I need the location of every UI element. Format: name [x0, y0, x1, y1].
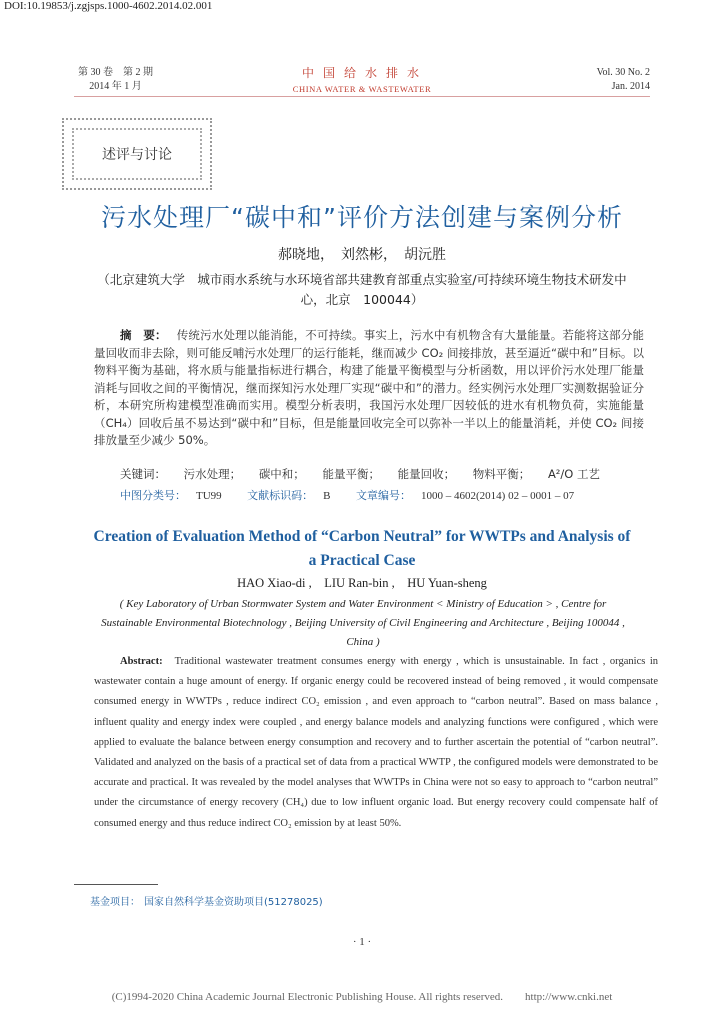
issue-date-en: Jan. 2014: [611, 81, 650, 92]
keyword: 污水处理；: [183, 467, 242, 481]
keywords: [120, 466, 614, 482]
journal-name: [240, 64, 484, 94]
section-stamp: [62, 118, 212, 190]
keywords-label: 关键词：: [120, 467, 166, 481]
clc-value: TU99: [196, 490, 222, 502]
abstract-cn: [94, 327, 644, 450]
funding-text: 国家自然科学基金资助项目(51278025): [144, 897, 323, 908]
journal-volume-info: [78, 66, 153, 94]
classification-info: [120, 487, 596, 503]
article-number-value: 1000 – 4602(2014) 02 – 0001 – 07: [421, 490, 575, 502]
journal-name-en: CHINA WATER & WASTEWATER: [292, 84, 432, 94]
abstract-cn-label: 摘 要：: [120, 328, 167, 342]
affiliation-cn: （北京建筑大学 城市雨水系统与水环境省部共建教育部重点实验室/可持续环境生物技术研发中心，北京 100044）: [97, 272, 627, 307]
funding-note: [90, 893, 323, 908]
keyword: 能量回收；: [397, 467, 456, 481]
keyword: A²/O 工艺: [547, 467, 600, 481]
issue-date: 2014 年 1 月: [89, 81, 142, 92]
abstract-en-text: Traditional wastewater treatment consumes energy with energy , which is unsustainable. In fact , organics in wastewater contain a huge amount of energy. If organic energy could be recovered instead of being removed , it would compensate consumed energy in WWTPs , reduce indirect CO₂ emission , and even approach to “carbon neutral”. Based on mass balance , influent quality and energy index were coupled , and energy balance models and analyzing functions were configured , which were applied to evaluate the balance between energy consumption and recovery and to further ascertain the potential of “carbon neutral”. Validated and analyzed on the basis of a practical set of data from a practical WWTP , the configured models were demonstrated to be accurate and practical. It was revealed by the model analyses that WWTPs in China were not so easy to approach to “carbon neutral” under the circumstance of energy recovery (CH₄) due to low influent organic load. But energy recovery could compensate half of consumed energy and thus reduce indirect CO₂ emission by at least 50%.: [94, 656, 658, 829]
header-divider: [74, 96, 650, 97]
doc-code-value: B: [323, 490, 331, 502]
affiliation-en: ( Key Laboratory of Urban Stormwater System and Water Environment < Ministry of Education > , Centre for Sustainable Environmental Biotechnology , Beijing University of Civil Engineering and Architecture , Beijing 100044 , China ): [101, 598, 625, 648]
keyword: 能量平衡；: [322, 467, 380, 481]
clc-label: 中图分类号：: [120, 489, 186, 502]
page-number: · 1 ·: [352, 936, 372, 948]
article-title-en: Creation of Evaluation Method of “Carbon Neutral” for WWTPs and Analysis of a Practical Case: [93, 528, 631, 569]
volume-issue: 第 30 卷 第 2 期: [78, 67, 153, 78]
doc-code-label: 文献标识码：: [247, 489, 314, 502]
authors-en: HAO Xiao-di , LIU Ran-bin , HU Yuan-sheng: [237, 576, 487, 590]
volume-issue-en: Vol. 30 No. 2: [596, 67, 650, 78]
section-stamp-label: 述评与讨论: [72, 128, 202, 180]
article-title-cn: 污水处理厂“碳中和”评价方法创建与案例分析: [101, 203, 623, 232]
article-number-label: 文章编号：: [356, 489, 412, 502]
abstract-en: [94, 652, 658, 834]
abstract-cn-text: 传统污水处理以能消能，不可持续。事实上，污水中有机物含有大量能量。若能将这部分能量回收而非去除，则可能反哺污水处理厂的运行能耗，继而减少 CO₂ 间接排放，甚至逼近“碳中和”目标。以物料平衡为基础，将水质与能量指标进行耦合，构建了能量平衡模型与分析函数，用以评价污水处理厂能量消耗与回收之间的平衡情况，继而探知污水处理厂实现“碳中和”的潜力。经实例污水处理厂实测数据验证分析，本研究所构建模型准确而实用。模型分析表明，我国污水处理厂因较低的进水有机物负荷，实施能量（CH₄）回收后虽不易达到“碳中和”目标，但是能量回收完全可以弥补一半以上的能量消耗，并使 CO₂ 间接排放量至少减少 50%。: [94, 328, 645, 447]
journal-name-cn: 中 国 给 水 排 水: [301, 66, 422, 80]
footnote-divider: [74, 884, 158, 885]
doi-line: DOI:10.19853/j.zgjsps.1000-4602.2014.02.001: [4, 0, 213, 12]
abstract-en-label: Abstract:: [120, 656, 163, 667]
funding-label: 基金项目：: [90, 897, 140, 908]
copyright-notice: (C)1994-2020 China Academic Journal Electronic Publishing House. All rights reserved. http://www.cnki.net: [111, 991, 613, 1003]
authors-cn: 郝晓地， 刘然彬， 胡沅胜: [278, 247, 446, 263]
journal-volume-info-en: [597, 66, 650, 94]
keyword: 物料平衡；: [472, 467, 531, 481]
keyword: 碳中和；: [258, 467, 305, 481]
